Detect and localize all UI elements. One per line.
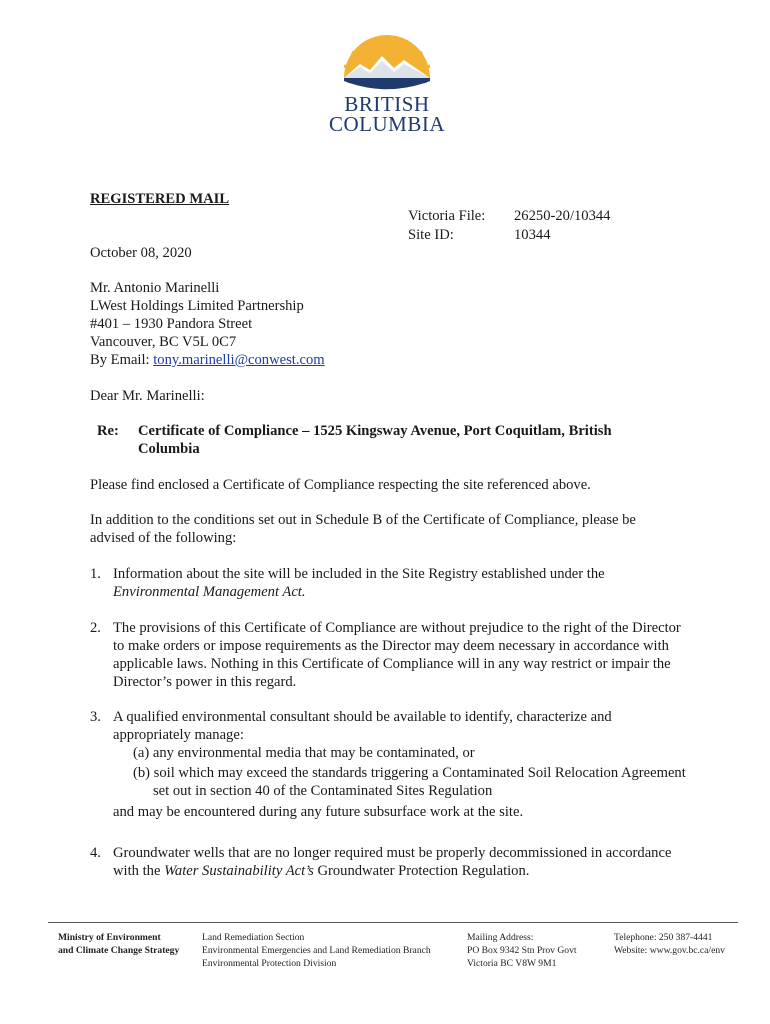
list-item-1-line2: Environmental Management Act. — [113, 584, 306, 600]
footer-mailing-address — [467, 931, 577, 970]
footer-section-line2: Environmental Emergencies and Land Remediation Branch — [202, 945, 431, 956]
email-prefix: By Email: — [90, 352, 154, 368]
site-id-value: 10344 — [514, 227, 551, 243]
list-item-4-line2-pre: with the — [113, 863, 165, 879]
salutation: Dear Mr. Marinelli: — [90, 388, 205, 404]
list-item-3-line2: appropriately manage: — [113, 727, 244, 743]
victoria-file-value: 26250-20/10344 — [514, 208, 611, 224]
footer-mail-line2: PO Box 9342 Stn Prov Govt — [467, 945, 577, 956]
list-item-4-line2 — [113, 862, 671, 880]
footer-ministry-line1: Ministry of Environment — [58, 932, 161, 943]
list-item-2 — [113, 619, 681, 691]
list-item-3 — [113, 708, 686, 821]
footer-section-line3: Environmental Protection Division — [202, 958, 337, 969]
paragraph-1: Please find enclosed a Certificate of Compliance respecting the site referenced above. — [90, 477, 591, 493]
recipient-street: #401 – 1930 Pandora Street — [90, 316, 253, 332]
recipient-address — [90, 279, 325, 369]
list-item-2-line2: to make orders or impose requirements as the Director may deem necessary in accordance with — [113, 638, 669, 654]
footer-website[interactable]: Website: www.gov.bc.ca/env — [614, 945, 725, 956]
list-item-2-line3: applicable laws. Nothing in this Certificate of Compliance will in any way restrict or impair the — [113, 656, 671, 672]
list-item-4-number: 4. — [90, 845, 101, 861]
list-item-3-line1: A qualified environmental consultant should be available to identify, characterize and — [113, 709, 612, 725]
list-item-2-number: 2. — [90, 620, 101, 636]
footer-section — [202, 931, 431, 970]
list-item-1-line1: Information about the site will be included in the Site Registry established under the — [113, 566, 605, 582]
letter-date: October 08, 2020 — [90, 245, 192, 261]
bc-wordmark — [322, 94, 452, 134]
footer-ministry-line2: and Climate Change Strategy — [58, 945, 180, 956]
recipient-company: LWest Holdings Limited Partnership — [90, 298, 304, 314]
list-item-2-line1: The provisions of this Certificate of Compliance are without prejudice to the right of the Director — [113, 620, 681, 636]
recipient-name: Mr. Antonio Marinelli — [90, 280, 220, 296]
list-item-3-sub-b-line2: set out in section 40 of the Contaminated Sites Regulation — [153, 783, 493, 799]
footer-divider — [48, 922, 738, 923]
list-item-3-number: 3. — [90, 709, 101, 725]
list-item-4-line1: Groundwater wells that are no longer required must be properly decommissioned in accordance — [113, 845, 672, 861]
footer-ministry — [58, 931, 179, 957]
re-subject-line1: Certificate of Compliance – 1525 Kingsway Avenue, Port Coquitlam, British — [138, 423, 612, 439]
footer-mail-line3: Victoria BC V8W 9M1 — [467, 958, 557, 969]
paragraph-2-line2: advised of the following: — [90, 530, 237, 546]
paragraph-2 — [90, 511, 636, 547]
site-id-label: Site ID: — [408, 227, 454, 243]
list-item-3-sub-a: (a) any environmental media that may be contaminated, or — [133, 745, 475, 761]
victoria-file-label: Victoria File: — [408, 208, 486, 224]
logo-line2: COLUMBIA — [328, 112, 445, 136]
recipient-email-line — [90, 351, 325, 369]
list-item-3-sub-b-line1: (b) soil which may exceed the standards triggering a Contaminated Soil Relocation Agreement — [133, 765, 686, 781]
list-item-3-line3: and may be encountered during any future subsurface work at the site. — [113, 804, 524, 820]
re-subject-line2: Columbia — [138, 441, 200, 457]
re-label: Re: — [97, 423, 119, 439]
recipient-email-link[interactable]: tony.marinelli@conwest.com — [153, 352, 325, 368]
list-item-4-line2-post: Groundwater Protection Regulation. — [313, 863, 530, 879]
recipient-city: Vancouver, BC V5L 0C7 — [90, 334, 237, 350]
registered-mail-label: REGISTERED MAIL — [90, 191, 230, 207]
list-item-2-line4: Director’s power in this regard. — [113, 674, 297, 690]
list-item-4 — [113, 844, 671, 880]
footer-section-line1: Land Remediation Section — [202, 932, 305, 943]
bc-sun-mountain-icon — [330, 34, 444, 96]
footer-phone: Telephone: 250 387-4441 — [614, 932, 713, 943]
paragraph-2-line1: In addition to the conditions set out in Schedule B of the Certificate of Compliance, please be — [90, 512, 636, 528]
logo-line1: BRITISH — [344, 92, 430, 116]
list-item-1-number: 1. — [90, 566, 101, 582]
footer-contact — [614, 931, 725, 957]
list-item-1 — [113, 565, 605, 601]
re-subject — [138, 422, 612, 458]
list-item-4-line2-italic: Water Sustainability Act’s — [164, 863, 314, 879]
footer-mail-line1: Mailing Address: — [467, 932, 534, 943]
